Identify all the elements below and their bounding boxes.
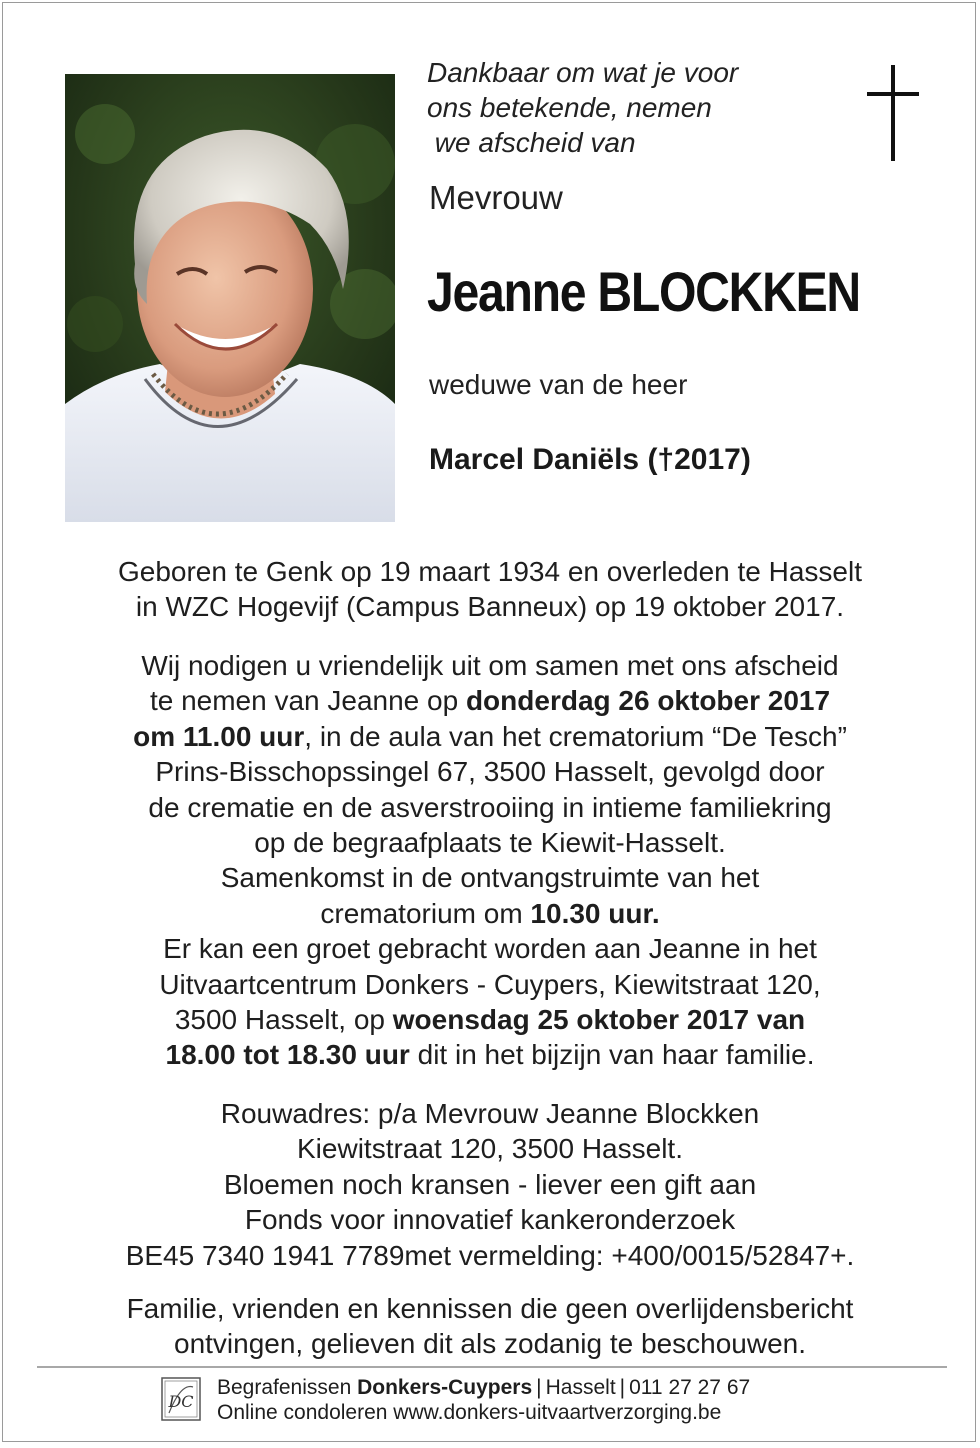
text-span: dit in het bijzijn van haar familie. bbox=[409, 1039, 815, 1071]
divider bbox=[37, 1366, 947, 1368]
text-line: BE45 7340 1941 7789met vermelding: +400/0015/52847+. bbox=[125, 1239, 855, 1271]
intro-line: Dankbaar om wat je voor bbox=[427, 57, 739, 88]
text-line: Wij nodigen u vriendelijk uit om samen met ons afscheid bbox=[141, 650, 839, 681]
separator: | bbox=[536, 1376, 542, 1399]
text-line: in WZC Hogevijf (Campus Banneux) op 19 oktober 2017. bbox=[135, 591, 845, 623]
invitation-paragraph bbox=[33, 648, 947, 1073]
text-line bbox=[33, 1002, 947, 1037]
intro-line: we afscheid van bbox=[427, 127, 636, 158]
text-line: Fonds voor innovatief kankeronderzoek bbox=[244, 1204, 736, 1236]
footer-text bbox=[217, 1375, 750, 1425]
visitation-date: woensdag 25 oktober 2017 van bbox=[392, 1004, 806, 1036]
text-line: Geboren te Genk op 19 maart 1934 en overleden te Hasselt bbox=[117, 556, 863, 587]
text-line: ontvingen, gelieven dit als zodanig te beschouwen. bbox=[174, 1328, 806, 1360]
notice-paragraph bbox=[33, 1291, 947, 1362]
honorific: Mevrouw bbox=[429, 179, 563, 216]
website-link[interactable]: www.donkers-uitvaartverzorging.be bbox=[393, 1401, 722, 1424]
text-line: de crematie en de asverstrooiing in intieme familiekring bbox=[148, 791, 832, 823]
gathering-time: 10.30 uur. bbox=[530, 897, 660, 929]
text-line bbox=[33, 683, 947, 718]
deceased-name: Jeanne BLOCKKEN bbox=[427, 260, 860, 323]
text-span: Online condoleren bbox=[217, 1401, 394, 1424]
text-span: Begrafenissen bbox=[217, 1376, 358, 1399]
text-span: crematorium om bbox=[320, 897, 531, 929]
text-line bbox=[33, 1037, 947, 1072]
text-line: Samenkomst in de ontvangstruimte van het bbox=[220, 862, 760, 894]
widow-label: weduwe van de heer bbox=[429, 369, 688, 400]
company-name: Donkers-Cuypers bbox=[357, 1376, 533, 1399]
intro-line: ons betekende, nemen bbox=[427, 92, 712, 123]
text-line bbox=[33, 896, 947, 931]
text-line: Familie, vrienden en kennissen die geen overlijdensbericht bbox=[126, 1293, 854, 1324]
portrait-photo bbox=[65, 74, 395, 522]
text-line: Prins-Bisschopssingel 67, 3500 Hasselt, gevolgd door bbox=[155, 756, 825, 788]
text-line: Kiewitstraat 120, 3500 Hasselt. bbox=[297, 1133, 683, 1165]
logo-text: DC bbox=[168, 1392, 194, 1411]
text-line bbox=[33, 719, 947, 754]
text-line: Er kan een groet gebracht worden aan Jeanne in het bbox=[163, 933, 817, 965]
footer-line bbox=[217, 1400, 750, 1425]
spouse-name: Marcel Daniëls (†2017) bbox=[429, 443, 751, 476]
text-line: Rouwadres: p/a Mevrouw Jeanne Blockken bbox=[220, 1098, 760, 1129]
funeral-home-logo-icon bbox=[161, 1377, 201, 1421]
death-notice-card bbox=[2, 2, 976, 1442]
separator: | bbox=[619, 1376, 626, 1399]
city: Hasselt bbox=[545, 1376, 616, 1399]
phone-number: 011 27 27 67 bbox=[629, 1376, 751, 1399]
ceremony-date: donderdag 26 oktober 2017 bbox=[465, 685, 831, 717]
intro-text bbox=[427, 55, 847, 160]
address-paragraph bbox=[33, 1096, 947, 1273]
text-span: te nemen van Jeanne op bbox=[149, 685, 466, 717]
text-line: op de begraafplaats te Kiewit-Hasselt. bbox=[254, 827, 726, 859]
visitation-time: 18.00 tot 18.30 uur bbox=[165, 1039, 410, 1071]
ceremony-time: om 11.00 uur bbox=[133, 720, 305, 752]
text-line: Uitvaartcentrum Donkers - Cuypers, Kiewitstraat 120, bbox=[159, 968, 821, 1000]
birth-paragraph bbox=[33, 554, 947, 625]
latin-cross-icon bbox=[865, 65, 921, 161]
text-line: Bloemen noch kransen - liever een gift aan bbox=[223, 1168, 757, 1200]
text-span: 3500 Hasselt, op bbox=[174, 1004, 393, 1036]
footer-line bbox=[217, 1375, 750, 1400]
text-span: , in de aula van het crematorium “De Tesch” bbox=[304, 720, 847, 752]
